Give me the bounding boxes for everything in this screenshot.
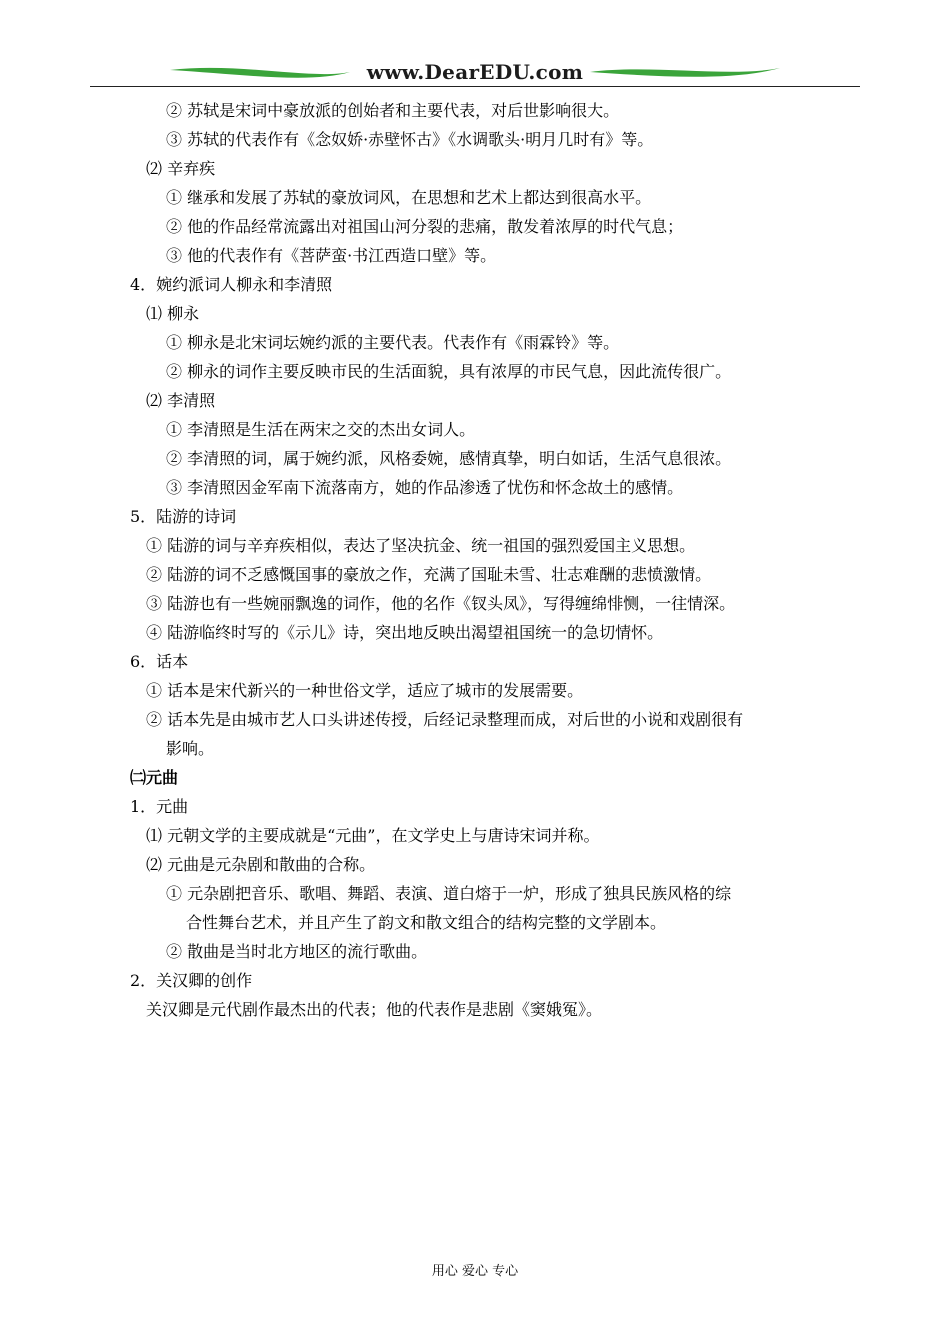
text-line: ④ 陆游临终时写的《示儿》诗，突出地反映出渴望祖国统一的急切情怀。 [146, 623, 664, 642]
chapter-heading: ㈡元曲 [130, 768, 179, 787]
section-heading: 1．元曲 [130, 797, 189, 816]
text-line: ⑴ 柳永 [146, 304, 200, 323]
text-line: ① 柳永是北宋词坛婉约派的主要代表。代表作有《雨霖铃》等。 [166, 333, 620, 352]
text-line: ① 陆游的词与辛弃疾相似，表达了坚决抗金、统一祖国的强烈爱国主义思想。 [146, 536, 696, 555]
text-line: ⑵ 李清照 [146, 391, 216, 410]
page-header [90, 58, 860, 90]
text-line: ② 陆游的词不乏感慨国事的豪放之作，充满了国耻未雪、壮志难酬的悲愤激情。 [146, 565, 712, 584]
text-line: ① 李清照是生活在两宋之交的杰出女词人。 [166, 420, 476, 439]
page-footer: 用心 爱心 专心 [431, 1264, 519, 1279]
text-line: ⑵ 元曲是元杂剧和散曲的合称。 [146, 855, 376, 874]
text-line: ② 他的作品经常流露出对祖国山河分裂的悲痛，散发着浓厚的时代气息； [166, 217, 684, 236]
header-divider [90, 86, 860, 87]
text-line: ⑵ 辛弃疾 [146, 159, 216, 178]
text-line: ③ 他的代表作有《菩萨蛮·书江西造口壁》等。 [166, 246, 497, 265]
text-line: ③ 苏轼的代表作有《念奴娇·赤壁怀古》《水调歌头·明月几时有》等。 [166, 130, 654, 149]
text-line: ② 苏轼是宋词中豪放派的创始者和主要代表，对后世影响很大。 [166, 101, 620, 120]
text-line: 关汉卿是元代剧作最杰出的代表；他的代表作是悲剧《窦娥冤》。 [146, 1000, 603, 1019]
section-heading: 6．话本 [130, 652, 189, 671]
text-line: 影响。 [166, 739, 215, 758]
text-line: ③ 李清照因金军南下流落南方，她的作品渗透了忧伤和怀念故土的感情。 [166, 478, 684, 497]
text-line: ⑴ 元朝文学的主要成就是“元曲”，在文学史上与唐诗宋词并称。 [146, 826, 600, 845]
text-line: ② 散曲是当时北方地区的流行歌曲。 [166, 942, 428, 961]
section-heading: 4．婉约派词人柳永和李清照 [130, 275, 333, 294]
text-line: ① 元杂剧把音乐、歌唱、舞蹈、表演、道白熔于一炉，形成了独具民族风格的综 [166, 884, 732, 903]
text-line: 合性舞台艺术，并且产生了韵文和散文组合的结构完整的文学剧本。 [186, 913, 667, 932]
site-logo[interactable]: www.DearEDU.com [366, 60, 584, 84]
text-line: ② 话本先是由城市艺人口头讲述传授，后经记录整理而成，对后世的小说和戏剧很有 [146, 710, 744, 729]
section-heading: 2．关汉卿的创作 [130, 971, 253, 990]
text-line: ② 柳永的词作主要反映市民的生活面貌，具有浓厚的市民气息，因此流传很广。 [166, 362, 732, 381]
text-line: ① 话本是宋代新兴的一种世俗文学，适应了城市的发展需要。 [146, 681, 584, 700]
text-line: ① 继承和发展了苏轼的豪放词风，在思想和艺术上都达到很高水平。 [166, 188, 652, 207]
section-heading: 5．陆游的诗词 [130, 507, 237, 526]
text-line: ③ 陆游也有一些婉丽飘逸的词作，他的名作《钗头凤》，写得缠绵悱恻，一往情深。 [146, 594, 736, 613]
text-line: ② 李清照的词，属于婉约派，风格委婉，感情真挚，明白如话，生活气息很浓。 [166, 449, 732, 468]
